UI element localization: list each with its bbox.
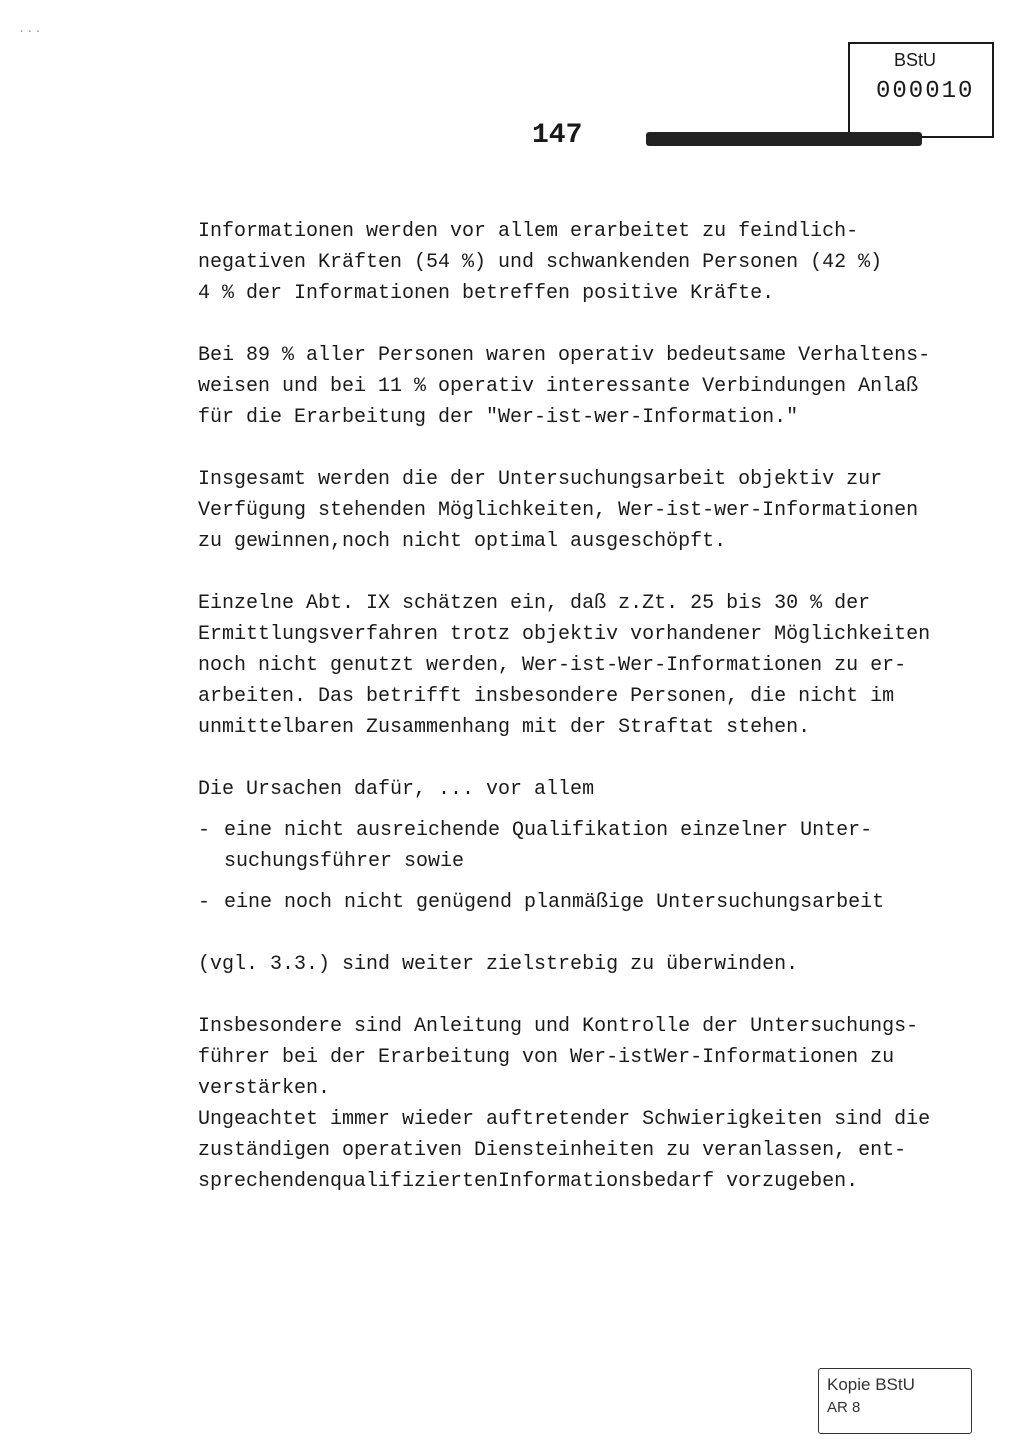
archive-stamp-number: 000010 (876, 78, 975, 105)
page-number: 147 (532, 120, 583, 151)
paragraph: (vgl. 3.3.) sind weiter zielstrebig zu überwinden. (198, 953, 799, 976)
redaction-bar (646, 132, 922, 146)
paragraph: Die Ursachen dafür, ... vor allem (198, 778, 595, 801)
paragraph: Informationen werden vor allem erarbeitet zu feindlich- negativen Kräften (54 %) und schwankenden Personen (42 %) 4 % der Informationen betreffen positive Kräfte. (198, 220, 883, 305)
list-item-text: eine nicht ausreichende Qualifikation einzelner Unter- suchungsführer sowie (224, 819, 873, 873)
copy-stamp-line2: AR 8 (827, 1399, 861, 1416)
copy-stamp-line1: Kopie BStU (827, 1375, 915, 1394)
archive-stamp (848, 42, 994, 138)
paragraph: Ungeachtet immer wieder auftretender Schwierigkeiten sind die zuständigen operativen Diensteinheiten zu veranlassen, ent- sprechendenqualifiziertenInformationsbedarf vorzugeben. (198, 1108, 931, 1193)
document-body (198, 216, 978, 1228)
copy-stamp (818, 1368, 972, 1434)
paragraph: Einzelne Abt. IX schätzen ein, daß z.Zt. 25 bis 30 % der Ermittlungsverfahren trotz objektiv vorhandener Möglichkeiten noch nicht genutzt werden, Wer-ist-Wer-Informationen zu er- arbeiten. Das betrifft insbesondere Personen, die nicht im unmittelbaren Zusammenhang mit der Straftat stehen. (198, 592, 931, 739)
paragraph: Bei 89 % aller Personen waren operativ bedeutsame Verhaltens- weisen und bei 11 % operativ interessante Verbindungen Anlaß für die Erarbeitung der "Wer-ist-wer-Information." (198, 344, 931, 429)
list-item (198, 887, 978, 918)
archive-stamp-label: BStU (894, 50, 937, 70)
list-dash: - (198, 891, 211, 914)
list-item-text: eine noch nicht genügend planmäßige Untersuchungsarbeit (224, 891, 885, 914)
list-item (198, 815, 978, 877)
paragraph: Insbesondere sind Anleitung und Kontrolle der Untersuchungs- führer bei der Erarbeitung von Wer-istWer-Informationen zu verstärken. (198, 1015, 919, 1100)
corner-mark: ... (18, 22, 43, 36)
paragraph: Insgesamt werden die der Untersuchungsarbeit objektiv zur Verfügung stehenden Möglichkeiten, Wer-ist-wer-Informationen zu gewinnen,noch nicht optimal ausgeschöpft. (198, 468, 919, 553)
cause-list (198, 815, 978, 918)
list-dash: - (198, 819, 211, 842)
